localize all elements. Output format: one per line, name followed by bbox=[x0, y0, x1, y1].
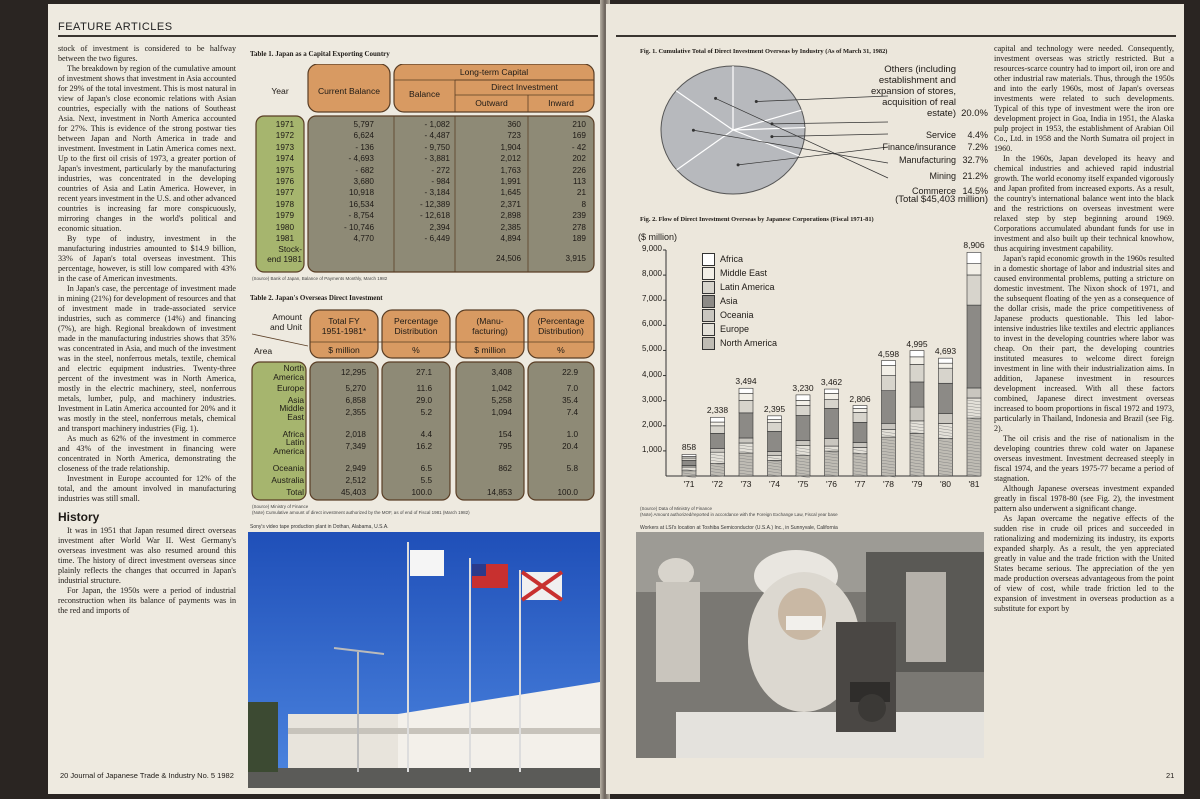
bar-segment-middle-east bbox=[796, 400, 810, 405]
paragraph: capital and technology were needed. Consequently, investment overseas was strictly restricted. But a resources-scarce country had to import oil, iron ore and other industrial raw materials. Thus, through the 1950s and into the early 1960s, most of Japan's overseas investments were related to such developments. Typical of this type of investment were the iron ore development project in Goa, India in 1951, the Alaska pulp project in 1953, the establishment of Arabian Oil Co., Ltd. in 1958 and the North Sumatra oil project in 1960. bbox=[994, 44, 1174, 153]
year-cell: 1976 bbox=[275, 177, 294, 186]
pct-cell: 100.0 bbox=[411, 488, 432, 497]
inward-cell: 189 bbox=[572, 234, 586, 243]
bar-segment-asia bbox=[939, 383, 953, 413]
bar-segment-latin-america bbox=[768, 423, 782, 432]
mpct-cell: 35.4 bbox=[562, 396, 578, 405]
x-tick-label: '76 bbox=[825, 479, 838, 489]
fig2-bar-chart bbox=[626, 240, 986, 506]
pie-slice-value: 4.4% bbox=[967, 130, 988, 140]
bar-segment-latin-america bbox=[796, 405, 810, 415]
year-header: Year bbox=[271, 86, 289, 96]
manufacturing-cell: 862 bbox=[498, 464, 512, 473]
outward-cell: 4,894 bbox=[500, 234, 521, 243]
bar-segment-africa bbox=[825, 389, 839, 393]
total-cell: 2,355 bbox=[345, 408, 366, 417]
legend-item-latin-america bbox=[702, 280, 777, 294]
legend-swatch bbox=[702, 281, 715, 294]
manufacturing-cell: 3,408 bbox=[491, 368, 512, 377]
outward-cell: 1,645 bbox=[500, 188, 521, 198]
area-cell: Latin America bbox=[273, 437, 304, 456]
current-balance-cell: 3,680 bbox=[353, 177, 374, 186]
bar-segment-north-america bbox=[967, 418, 981, 476]
bar-segment-asia bbox=[910, 382, 924, 407]
outward-cell: 2,898 bbox=[500, 211, 521, 221]
bar-segment-asia bbox=[711, 433, 725, 448]
area-cell: Europe bbox=[276, 383, 304, 393]
current-balance-cell: 10,918 bbox=[348, 188, 374, 198]
inward-cell: 210 bbox=[572, 120, 586, 129]
right-page bbox=[606, 4, 1184, 794]
pie-slice-value: 21.2% bbox=[962, 171, 988, 181]
bar-segment-latin-america bbox=[967, 275, 981, 305]
manufacturing-cell: 795 bbox=[498, 442, 512, 451]
bar-segment-asia bbox=[768, 431, 782, 451]
year-cell: 1974 bbox=[275, 154, 294, 164]
pie-slice-label: Manufacturing bbox=[898, 155, 956, 165]
bar-segment-europe bbox=[825, 446, 839, 451]
pie-slice-label: Service bbox=[925, 130, 956, 140]
y-tick-label: 3,000 bbox=[641, 394, 662, 404]
table2-source: (Source) Ministry of Finance bbox=[252, 504, 309, 509]
x-tick-label: '81 bbox=[968, 479, 980, 489]
total-cell: 12,295 bbox=[340, 368, 366, 377]
right-footer: 21 bbox=[1166, 771, 1175, 780]
legend-item-middle-east bbox=[702, 266, 777, 280]
balance-cell: - 4,487 bbox=[424, 131, 450, 141]
paragraph: As much as 62% of the investment in commerce and 43% of the investment in financing were concentrated in North America, demonstrating the closeness of the trade relationship. bbox=[58, 434, 236, 473]
paragraph: The oil crisis and the rise of nationalism in the developing countries threw cold water on Japanese overseas investment. Investment decreased steeply in fiscal 1974, and the years 1975-77 became a period of stagnation. bbox=[994, 434, 1174, 483]
mpct-cell: 5.8 bbox=[566, 464, 578, 473]
bar-segment-asia bbox=[739, 413, 753, 438]
balance-cell: - 12,389 bbox=[419, 199, 450, 209]
bar-segment-asia bbox=[682, 460, 696, 465]
bar-segment-middle-east bbox=[853, 409, 867, 413]
bar-segment-north-america bbox=[682, 471, 696, 476]
inward-cell: 113 bbox=[572, 177, 586, 186]
legend-swatch bbox=[702, 309, 715, 322]
table2 bbox=[250, 306, 600, 504]
inward-cell: 239 bbox=[572, 211, 586, 221]
balance-cell: - 3,881 bbox=[424, 154, 450, 164]
pie-slice-value: 20.0% bbox=[961, 108, 988, 119]
bar-segment-latin-america bbox=[939, 368, 953, 383]
outward-header: Outward bbox=[475, 98, 508, 108]
inward-cell: 278 bbox=[572, 222, 586, 232]
legend-label: Middle East bbox=[720, 268, 768, 278]
left-photo-caption: Sony's video tape production plant in Dothan, Alabama, U.S.A. bbox=[250, 524, 389, 530]
pct-cell: 5.2 bbox=[420, 408, 432, 417]
balance-cell: - 12,618 bbox=[419, 211, 450, 221]
bar-segment-oceania bbox=[739, 438, 753, 443]
mpct-cell: 22.9 bbox=[562, 368, 578, 377]
y-tick-label: 9,000 bbox=[641, 244, 662, 253]
current-balance-cell: - 136 bbox=[355, 142, 374, 152]
pct-cell: 29.0 bbox=[416, 396, 432, 405]
legend-swatch bbox=[702, 253, 715, 266]
area-cell: North America bbox=[273, 363, 304, 382]
bar-segment-latin-america bbox=[882, 376, 896, 391]
bar-segment-middle-east bbox=[967, 264, 981, 275]
bar-segment-north-america bbox=[711, 463, 725, 476]
legend-swatch bbox=[702, 323, 715, 336]
total-fy-header: Total FY 1951-1981* bbox=[321, 316, 367, 336]
total-cell: 2,018 bbox=[345, 430, 366, 439]
mpct-cell: 1.0 bbox=[566, 430, 578, 439]
bar-segment-latin-america bbox=[711, 426, 725, 434]
bar-segment-middle-east bbox=[711, 422, 725, 426]
legend-swatch bbox=[702, 267, 715, 280]
bar-segment-oceania bbox=[825, 439, 839, 447]
bar-segment-middle-east bbox=[825, 393, 839, 399]
year-cell: 1971 bbox=[275, 120, 294, 129]
legend-item-africa bbox=[702, 252, 777, 266]
header-rule bbox=[58, 35, 598, 37]
y-tick-label: 2,000 bbox=[641, 419, 662, 429]
bar-total-label: 2,806 bbox=[849, 393, 871, 404]
year-cell: 1981 bbox=[275, 234, 294, 243]
section-header: FEATURE ARTICLES bbox=[58, 21, 173, 33]
y-tick-label: 4,000 bbox=[641, 369, 662, 379]
year-cell: 1980 bbox=[275, 222, 294, 232]
bar-total-label: 3,230 bbox=[792, 382, 814, 393]
bar-segment-middle-east bbox=[910, 357, 924, 365]
bar-segment-latin-america bbox=[825, 400, 839, 409]
factory-photo-image bbox=[248, 532, 600, 788]
table2-title: Table 2. Japan's Overseas Direct Investment bbox=[250, 294, 383, 302]
outward-cell: 2,012 bbox=[500, 154, 521, 164]
mpct-cell: 100.0 bbox=[557, 488, 578, 497]
outward-cell: 2,385 bbox=[500, 222, 521, 232]
outward-cell: 1,763 bbox=[500, 165, 521, 175]
lab-photo bbox=[636, 532, 984, 758]
legend-item-asia bbox=[702, 294, 777, 308]
pie-slice-label: Finance/insurance bbox=[882, 142, 956, 152]
bar-segment-africa bbox=[853, 406, 867, 409]
y-tick-label: 1,000 bbox=[641, 444, 662, 454]
bar-segment-africa bbox=[967, 252, 981, 263]
current-balance-cell: - 10,746 bbox=[343, 222, 374, 232]
paragraph: By type of industry, investment in the manufacturing industries amounted to $14.9 billion, 33% of Japan's total overseas investment. This percentage, however, is still low compared with 43% in the case of American investments. bbox=[58, 234, 236, 283]
right-photo-caption: Workers at LSI's location at Toshiba Semiconductor (U.S.A.) Inc., in Sunnyvale, California bbox=[640, 525, 838, 531]
bar-segment-europe bbox=[768, 455, 782, 460]
pie-slice-label: Commerce bbox=[911, 186, 956, 196]
lab-photo-image bbox=[636, 532, 984, 758]
paragraph: It was in 1951 that Japan resumed direct overseas investment after World War II. West Germany's overseas investment was also resumed around this time. The history of direct investment overseas since plainly reflects the changes that occurred in Japan's industrial structure. bbox=[58, 526, 236, 585]
fig2-y-axis-label: ($ million) bbox=[638, 232, 678, 242]
bar-total-label: 3,494 bbox=[735, 376, 757, 387]
x-tick-label: '71 bbox=[683, 479, 695, 489]
pie-slice-label: Mining bbox=[929, 171, 956, 181]
factory-photo bbox=[248, 532, 600, 788]
legend-swatch bbox=[702, 295, 715, 308]
bar-segment-latin-america bbox=[682, 458, 696, 461]
area-cell: Middle East bbox=[279, 403, 304, 422]
x-tick-label: '77 bbox=[854, 479, 866, 489]
current-balance-cell: 6,624 bbox=[353, 131, 374, 141]
bar-segment-asia bbox=[882, 391, 896, 424]
y-tick-label: 8,000 bbox=[641, 269, 662, 279]
bar-segment-oceania bbox=[768, 452, 782, 456]
stock-inward: 3,915 bbox=[565, 254, 586, 263]
stock-outward: 24,506 bbox=[495, 254, 521, 263]
balance-cell: - 272 bbox=[431, 165, 450, 175]
unit-header-4: % bbox=[557, 345, 565, 355]
bar-segment-asia bbox=[853, 422, 867, 442]
fig2-title: Fig. 2. Flow of Direct Investment Overseas by Japanese Corporations (Fiscal 1971-81) bbox=[640, 216, 874, 223]
bar-segment-asia bbox=[967, 305, 981, 388]
paragraph: For Japan, the 1950s were a period of industrial reconstruction when its balance of payments was in the red and imports of bbox=[58, 586, 236, 615]
legend-label: Latin America bbox=[720, 282, 775, 292]
bar-segment-oceania bbox=[939, 413, 953, 423]
pct-cell: 4.4 bbox=[420, 430, 432, 439]
total-cell: 2,949 bbox=[345, 464, 366, 473]
inward-cell: 202 bbox=[572, 154, 586, 164]
current-balance-cell: - 4,693 bbox=[348, 154, 374, 164]
manufacturing-cell: 14,853 bbox=[486, 488, 512, 497]
fig2-source: (Source) Data of Ministry of Finance bbox=[640, 506, 713, 511]
year-cell: 1978 bbox=[275, 199, 294, 209]
balance-cell: - 1,082 bbox=[424, 120, 450, 129]
bar-segment-africa bbox=[711, 417, 725, 422]
fig2-note: (Note) Amount authorized/reported in accordance with the Foreign Exchange Law, Fiscal year base bbox=[640, 512, 838, 517]
inward-cell: 169 bbox=[572, 131, 586, 141]
bar-segment-middle-east bbox=[739, 393, 753, 400]
bar-segment-africa bbox=[682, 454, 696, 456]
paragraph: In Japan's case, the percentage of investment made in mining (21%) for development of resources and that of investment made in trade-associated service industries, such as commerce (14%) and financing (7%), are high. Regional breakdown of investment made in the manufacturing industries shows that 35% was concentrated in Asia, and much of the investment was in the steel, nonferrous metals, textile, chemical and electric equipment industries. Twenty-three percent of the investment was in North America, mostly in the electric machinery, steel, nonferrous metals, lumber, pulp, and machinery industries. Investment in Latin America accounted for 20% and it was mostly in the steel, nonferrous metals, chemical and transport machinery industries (Fig. 1). bbox=[58, 284, 237, 433]
year-cell: 1975 bbox=[275, 165, 294, 175]
balance-cell: - 9,750 bbox=[424, 142, 450, 152]
current-balance-cell: 5,797 bbox=[353, 120, 374, 129]
long-term-header: Long-term Capital bbox=[459, 67, 529, 77]
year-cell: 1973 bbox=[275, 142, 294, 152]
bar-total-label: 4,693 bbox=[934, 346, 957, 357]
legend-label: Europe bbox=[720, 324, 750, 334]
stock-label: Stock- end 1981 bbox=[267, 244, 302, 264]
total-cell: 7,349 bbox=[345, 442, 366, 451]
amount-unit-header: Amount and Unit bbox=[269, 312, 302, 332]
x-tick-label: '78 bbox=[882, 479, 895, 489]
bar-segment-latin-america bbox=[739, 400, 753, 413]
inward-header: Inward bbox=[548, 98, 574, 108]
pie-slice-value: 14.5% bbox=[962, 186, 988, 196]
mpct-cell: 20.4 bbox=[562, 442, 578, 451]
unit-header-2: % bbox=[412, 345, 420, 355]
bar-segment-africa bbox=[768, 416, 782, 420]
pie-slice-label: Others (including establishment and expansion of stores, acquisition of real estate) bbox=[870, 64, 956, 119]
y-tick-label: 6,000 bbox=[641, 319, 662, 329]
bar-total-label: 4,995 bbox=[906, 338, 928, 349]
outward-cell: 2,371 bbox=[500, 199, 521, 209]
pie-slice-value: 32.7% bbox=[962, 155, 988, 165]
bar-segment-europe bbox=[910, 421, 924, 434]
total-cell: 45,403 bbox=[340, 488, 366, 497]
total-cell: 5,270 bbox=[345, 384, 366, 393]
outward-cell: 1,991 bbox=[500, 177, 521, 186]
table1 bbox=[250, 64, 600, 274]
inward-cell: - 42 bbox=[571, 142, 586, 152]
legend-label: Africa bbox=[720, 254, 744, 264]
outward-cell: 1,904 bbox=[500, 142, 521, 152]
legend-item-europe bbox=[702, 322, 777, 336]
pct-dist2-header: (Percentage Distribution) bbox=[537, 316, 585, 336]
bar-segment-middle-east bbox=[939, 363, 953, 368]
bar-segment-middle-east bbox=[768, 420, 782, 423]
current-balance-cell: - 682 bbox=[355, 165, 374, 175]
pct-cell: 16.2 bbox=[416, 442, 432, 451]
bar-total-label: 858 bbox=[681, 442, 697, 453]
legend-label: North America bbox=[720, 338, 778, 348]
current-balance-cell: 16,534 bbox=[348, 199, 374, 209]
manufacturing-cell: 1,094 bbox=[491, 408, 512, 417]
legend-swatch bbox=[702, 337, 715, 350]
bar-segment-africa bbox=[910, 351, 924, 357]
bar-segment-asia bbox=[796, 415, 810, 440]
unit-header-3: $ million bbox=[474, 345, 506, 355]
pct-cell: 11.6 bbox=[416, 384, 432, 393]
total-cell: 6,858 bbox=[345, 396, 366, 405]
manufacturing-cell: 154 bbox=[498, 430, 512, 439]
year-cell: 1979 bbox=[275, 211, 294, 221]
bar-segment-europe bbox=[739, 443, 753, 453]
x-tick-label: '75 bbox=[797, 479, 809, 489]
pct-cell: 6.5 bbox=[420, 464, 432, 473]
area-cell: Asia bbox=[287, 395, 304, 405]
bar-total-label: 8,906 bbox=[963, 240, 985, 251]
pct-dist-header: Percentage Distribution bbox=[394, 316, 438, 336]
balance-cell: - 984 bbox=[431, 177, 450, 186]
area-cell: Oceania bbox=[272, 463, 304, 473]
x-tick-label: '72 bbox=[711, 479, 724, 489]
x-tick-label: '73 bbox=[740, 479, 752, 489]
bar-segment-middle-east bbox=[882, 366, 896, 376]
right-text-column bbox=[994, 44, 1174, 614]
bar-segment-latin-america bbox=[910, 364, 924, 382]
bar-segment-oceania bbox=[910, 407, 924, 421]
table1-title: Table 1. Japan as a Capital Exporting Country bbox=[250, 50, 390, 58]
legend-label: Oceania bbox=[720, 310, 754, 320]
bar-total-label: 2,338 bbox=[706, 405, 729, 416]
table2-note: (Note) Cumulative amount of direct investment authorized by the MOF, as of end of Fiscal 1981 (March 1982) bbox=[252, 510, 470, 515]
bar-segment-africa bbox=[882, 361, 896, 366]
inward-cell: 8 bbox=[581, 199, 586, 209]
mpct-cell: 7.4 bbox=[566, 408, 578, 417]
area-header: Area bbox=[254, 346, 273, 356]
bar-segment-africa bbox=[739, 388, 753, 393]
inward-cell: 226 bbox=[572, 165, 586, 175]
bar-segment-oceania bbox=[711, 448, 725, 452]
balance-cell: 2,394 bbox=[429, 222, 450, 232]
header-rule-right bbox=[616, 35, 1176, 37]
legend-label: Asia bbox=[720, 296, 738, 306]
pct-cell: 5.5 bbox=[420, 476, 432, 485]
manufacturing-cell: 1,042 bbox=[491, 384, 512, 393]
x-tick-label: '80 bbox=[939, 479, 952, 489]
bar-segment-asia bbox=[825, 408, 839, 438]
paragraph: stock of investment is considered to be halfway between the two figures. bbox=[58, 44, 236, 63]
bar-segment-oceania bbox=[796, 441, 810, 446]
balance-cell: - 6,449 bbox=[424, 234, 450, 243]
paragraph: As Japan overcame the negative effects of the sudden rise in crude oil prices and succeeded in rationalizing and modernizing its industry, its exports expanded sharply. As a result, the yen appreciated greatly in value and the trade friction with the United States became serious. The appreciation of the yen made production overseas advantageous from the point of view of cost, while trade friction led to the expansion of investment in overseas production as a substitute for export by bbox=[994, 514, 1174, 613]
paragraph: Investment in Europe accounted for 12% of the total, and the amount involved in manufacturing industries was still small. bbox=[58, 474, 236, 503]
fig1-title: Fig. 1. Cumulative Total of Direct Investment Overseas by Industry (As of March 31, 1982) bbox=[640, 48, 888, 55]
pct-cell: 27.1 bbox=[416, 368, 432, 377]
y-tick-label: 5,000 bbox=[641, 344, 662, 354]
left-page bbox=[48, 4, 604, 794]
history-heading: History bbox=[58, 510, 100, 524]
fig2-legend bbox=[702, 252, 777, 350]
mpct-cell: 7.0 bbox=[566, 384, 578, 393]
area-cell: Total bbox=[286, 487, 304, 497]
area-cell: Africa bbox=[282, 429, 304, 439]
legend-item-oceania bbox=[702, 308, 777, 322]
bar-segment-africa bbox=[939, 358, 953, 363]
legend-item-north-america bbox=[702, 336, 777, 350]
direct-investment-header: Direct Investment bbox=[491, 82, 558, 92]
balance-cell: - 3,184 bbox=[424, 188, 450, 198]
bar-segment-oceania bbox=[967, 388, 981, 398]
bar-total-label: 4,598 bbox=[877, 348, 900, 359]
outward-cell: 360 bbox=[507, 120, 521, 129]
left-footer: 20 Journal of Japanese Trade & Industry No. 5 1982 bbox=[60, 771, 234, 780]
current-balance-header: Current Balance bbox=[317, 86, 381, 96]
left-text-column bbox=[58, 44, 236, 616]
balance-header: Balance bbox=[408, 89, 441, 99]
year-cell: 1977 bbox=[275, 188, 294, 198]
paragraph: Although Japanese overseas investment expanded greatly in fiscal 1978-80 (see Fig. 2), the investment pattern also underwent a significant change. bbox=[994, 484, 1174, 513]
paragraph: The breakdown by region of the cumulative amount of investment shows that investment in Asia accounted for 29% of the total investment. This is most natural in view of Japan's close economic relations with Asian countries, especially with the nations of Southeast Asia. Next, investment in North America accounted for 27%. This is evidence of the strong postwar ties between Japan and North America in trade and investment. Investment in Latin America comes next. Up to the first oil crisis of 1973, a greater portion of Japan's investment, particularly by the manufacturing industries, was concentrated in the developing countries of Asia and Latin America. However, in recent years investment in the U.S. and other advanced countries is increasing far more conspicuously, mirroring changes in the world's political and economic situation. bbox=[58, 64, 236, 233]
unit-header-1: $ million bbox=[328, 345, 360, 355]
bar-segment-oceania bbox=[882, 423, 896, 429]
outward-cell: 723 bbox=[507, 131, 521, 141]
current-balance-cell: - 8,754 bbox=[348, 211, 374, 221]
paragraph: In the 1960s, Japan developed its heavy and chemical industries and achieved rapid industrial growth. The world economy itself expanded vigorously and Japan profited from increased exports. As a result, the country's international balance went into the black and the restrictions on overseas investment were relaxed step by step beginning around 1969. Corporations accumulated abundant funds for use in investment and also built up their technical knowhow, thus acquiring investment capability. bbox=[994, 154, 1174, 253]
x-tick-label: '74 bbox=[768, 479, 781, 489]
bar-segment-europe bbox=[796, 446, 810, 456]
bar-segment-latin-america bbox=[853, 412, 867, 422]
inward-cell: 21 bbox=[576, 188, 586, 198]
x-tick-label: '79 bbox=[911, 479, 923, 489]
paragraph: Japan's rapid economic growth in the 1960s resulted in a domestic shortage of labor and industrial sites and caused environmental problems, putting a stricture on domestic investment. The Nixon shock of 1971, and the subsequent floating of the yen as a consequence of the dollar crisis, made the price competitiveness of Japanese products questionable. This led labor-intensive industries like textiles and electric appliances to invest in the developing countries where labor was cheap. On their part, the developing countries instituted measures to welcome direct foreign investment in line with their industrialization aims. In addition, Japanese investment in resources development increased. With all these factors combined, Japanese direct investment overseas increased to boom proportions in fiscal 1972 and 1973, particularly in Thailand, Indonesia and Brazil (see Fig. 2). bbox=[994, 254, 1174, 433]
manufacturing-header: (Manu- facturing) bbox=[472, 316, 508, 336]
bar-segment-oceania bbox=[853, 442, 867, 447]
total-cell: 2,512 bbox=[345, 476, 366, 485]
y-tick-label: 7,000 bbox=[641, 294, 662, 304]
manufacturing-cell: 5,258 bbox=[491, 396, 512, 405]
bar-total-label: 2,395 bbox=[763, 403, 786, 414]
area-cell: Australia bbox=[271, 475, 304, 485]
current-balance-cell: 4,770 bbox=[353, 234, 374, 243]
bar-total-label: 3,462 bbox=[820, 377, 843, 388]
table1-source: (Source) Bank of Japan, Balance of Payments Monthly, March 1982 bbox=[252, 276, 388, 281]
year-cell: 1972 bbox=[275, 131, 294, 141]
fig1-total: (Total $45,403 million) bbox=[895, 194, 988, 205]
bar-segment-africa bbox=[796, 395, 810, 401]
pie-slice-value: 7.2% bbox=[967, 142, 988, 152]
